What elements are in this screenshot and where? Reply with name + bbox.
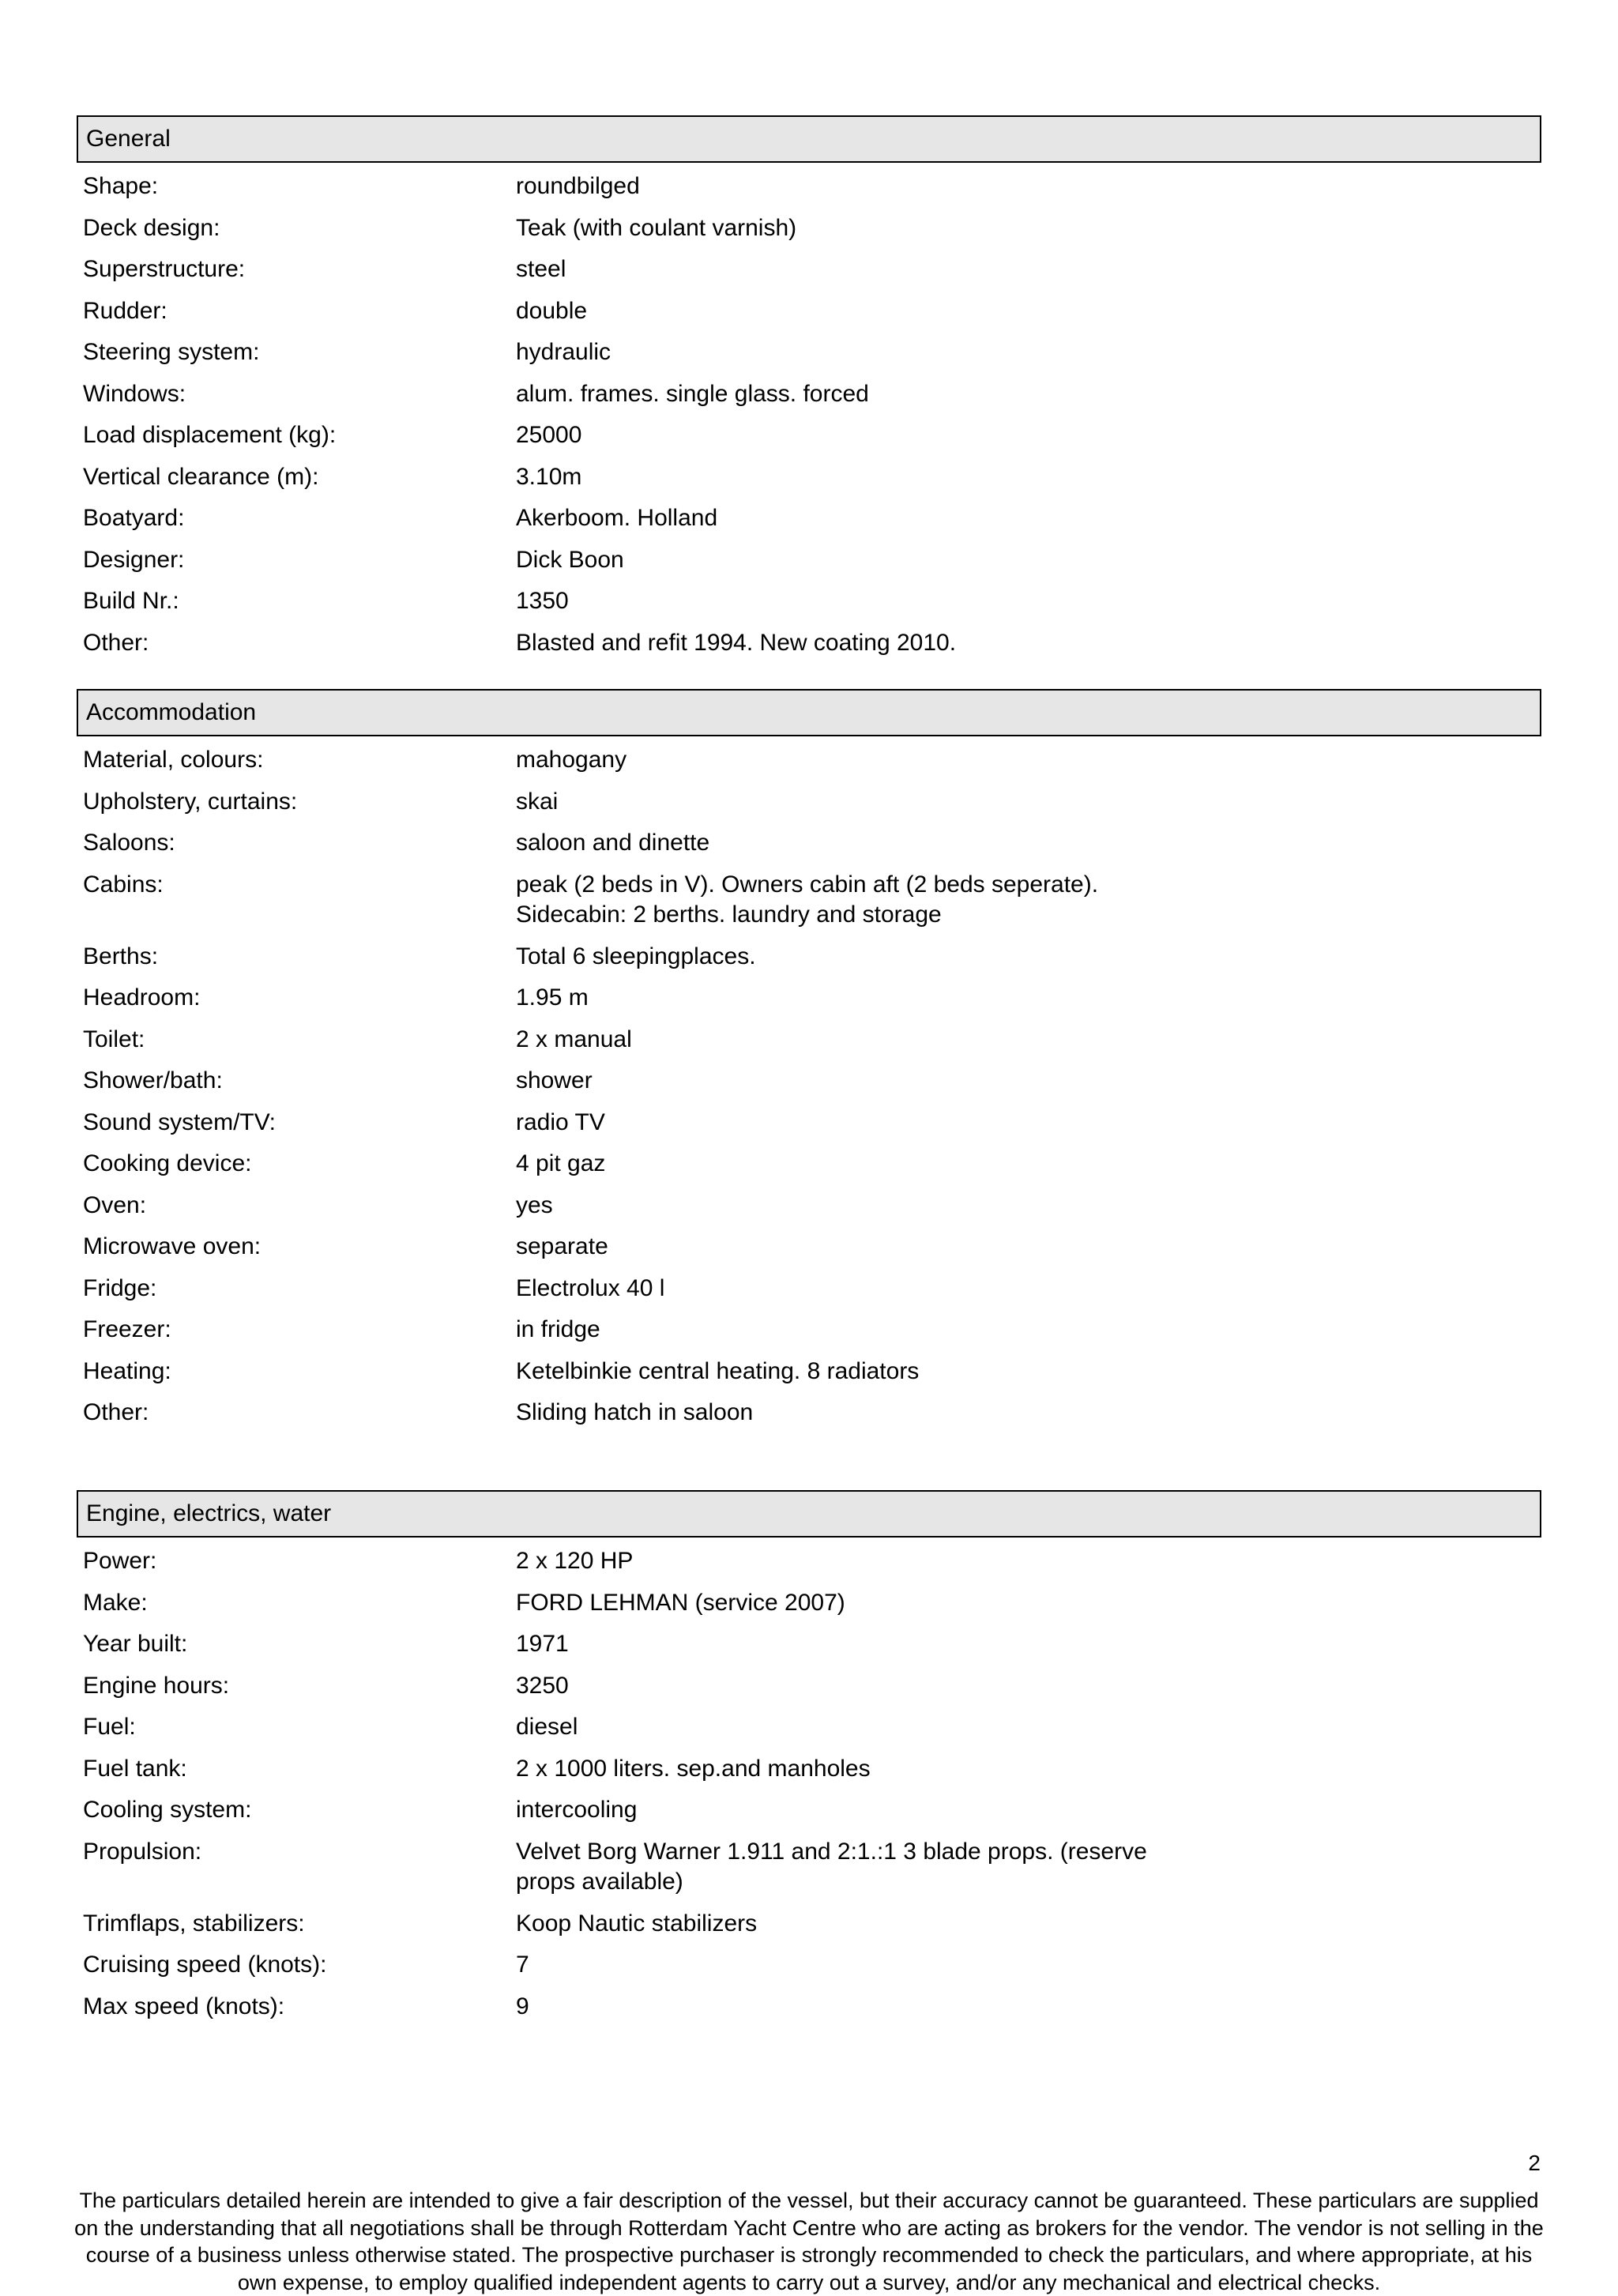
spec-value: 3250	[516, 1672, 569, 1699]
spec-label: Microwave oven:	[83, 1233, 262, 1259]
spec-label: Power:	[83, 1548, 157, 1574]
spec-row	[77, 1583, 1541, 1624]
spec-label: Cruising speed (knots):	[83, 1952, 327, 1978]
spec-value: alum. frames. single glass. forced	[516, 380, 869, 407]
spec-label: Build Nr.:	[83, 588, 179, 614]
spec-label: Cooking device:	[83, 1150, 252, 1176]
spec-value: separate	[516, 1233, 608, 1259]
spec-value: Total 6 sleepingplaces.	[516, 943, 756, 969]
spec-row	[77, 332, 1541, 374]
spec-row	[77, 1944, 1541, 1986]
spec-value: double	[516, 297, 588, 324]
page-number: 2	[1528, 2151, 1541, 2175]
spec-label: Berths:	[83, 943, 159, 969]
spec-row	[77, 1309, 1541, 1351]
spec-row	[77, 249, 1541, 291]
spec-row	[77, 1143, 1541, 1185]
spec-value: 1971	[516, 1631, 569, 1657]
section-engine-electrics-water	[77, 1490, 1541, 2027]
section-accommodation	[77, 689, 1541, 1434]
spec-value: 25000	[516, 422, 582, 448]
spec-label: Heating:	[83, 1357, 171, 1384]
spec-value: 1350	[516, 588, 569, 614]
spec-row	[77, 1185, 1541, 1227]
spec-value: roundbilged	[516, 173, 640, 199]
spec-row	[77, 936, 1541, 978]
spec-label: Fuel:	[83, 1714, 136, 1740]
spec-row	[77, 1019, 1541, 1061]
spec-label: Engine hours:	[83, 1672, 230, 1699]
spec-label: Sound system/TV:	[83, 1108, 276, 1135]
spec-value: Dick Boon	[516, 546, 624, 573]
spec-label: Headroom:	[83, 984, 201, 1011]
spec-row	[77, 1102, 1541, 1144]
spec-label: Shape:	[83, 173, 159, 199]
spec-label: Material, colours:	[83, 747, 264, 773]
spec-value: 4 pit gaz	[516, 1150, 606, 1176]
section-header: Engine, electrics, water	[77, 1490, 1541, 1538]
spec-value: mahogany	[516, 747, 627, 773]
spec-row	[77, 740, 1541, 781]
spec-value: Electrolux 40 l	[516, 1274, 665, 1301]
spec-label: Propulsion:	[83, 1838, 202, 1865]
spec-value: 2 x manual	[516, 1026, 632, 1052]
section-header: General	[77, 115, 1541, 163]
spec-label: Fuel tank:	[83, 1755, 187, 1782]
spec-value: radio TV	[516, 1108, 605, 1135]
spec-value: Sliding hatch in saloon	[516, 1399, 754, 1425]
section-header: Accommodation	[77, 689, 1541, 736]
spec-row	[77, 498, 1541, 540]
spec-value: diesel	[516, 1714, 578, 1740]
spec-label: Trimflaps, stabilizers:	[83, 1910, 305, 1937]
spec-value: Teak (with coulant varnish)	[516, 214, 797, 241]
spec-label: Max speed (knots):	[83, 1993, 285, 2019]
spec-row	[77, 1831, 1541, 1903]
spec-label: Other:	[83, 1399, 149, 1425]
spec-list	[77, 166, 1541, 664]
spec-label: Deck design:	[83, 214, 220, 241]
spec-value: saloon and dinette	[516, 830, 710, 856]
spec-label: Toilet:	[83, 1026, 145, 1052]
spec-label: Boatyard:	[83, 505, 185, 531]
spec-row	[77, 581, 1541, 623]
spec-row	[77, 1060, 1541, 1102]
spec-value: shower	[516, 1067, 593, 1093]
spec-value: intercooling	[516, 1797, 638, 1823]
spec-row	[77, 374, 1541, 416]
spec-row	[77, 1351, 1541, 1393]
spec-row	[77, 864, 1541, 936]
spec-value: Koop Nautic stabilizers	[516, 1910, 758, 1937]
spec-list	[77, 740, 1541, 1434]
spec-value: 3.10m	[516, 463, 582, 490]
spec-label: Load displacement (kg):	[83, 422, 337, 448]
spec-value: Velvet Borg Warner 1.911 and 2:1.:1 3 blade props. (reserve props available)	[516, 1838, 1147, 1895]
spec-value: steel	[516, 256, 566, 282]
spec-value: hydraulic	[516, 339, 611, 365]
spec-value: 9	[516, 1993, 529, 2019]
spec-row	[77, 457, 1541, 499]
spec-row	[77, 415, 1541, 457]
spec-label: Rudder:	[83, 297, 167, 324]
spec-label: Shower/bath:	[83, 1067, 223, 1093]
spec-row	[77, 1268, 1541, 1310]
spec-value: Ketelbinkie central heating. 8 radiators	[516, 1357, 920, 1384]
spec-row	[77, 1226, 1541, 1268]
spec-value: 7	[516, 1952, 529, 1978]
spec-label: Upholstery, curtains:	[83, 788, 298, 815]
spec-label: Year built:	[83, 1631, 188, 1657]
spec-label: Windows:	[83, 380, 186, 407]
spec-row	[77, 623, 1541, 664]
spec-row	[77, 1624, 1541, 1666]
spec-row	[77, 291, 1541, 333]
spec-label: Oven:	[83, 1191, 147, 1218]
spec-row	[77, 1707, 1541, 1748]
spec-value: peak (2 beds in V). Owners cabin aft (2 beds seperate). Sidecabin: 2 berths. laundry and storage	[516, 871, 1099, 928]
spec-row	[77, 1790, 1541, 1831]
section-general	[77, 115, 1541, 664]
spec-label: Make:	[83, 1589, 148, 1616]
spec-label: Steering system:	[83, 339, 260, 365]
spec-value: yes	[516, 1191, 553, 1218]
spec-label: Freezer:	[83, 1316, 171, 1342]
spec-row	[77, 1666, 1541, 1707]
spec-row	[77, 540, 1541, 582]
spec-row	[77, 781, 1541, 823]
spec-row	[77, 977, 1541, 1019]
spec-label: Other:	[83, 629, 149, 656]
spec-list	[77, 1541, 1541, 2027]
spec-value: 2 x 1000 liters. sep.and manholes	[516, 1755, 871, 1782]
spec-value: in fridge	[516, 1316, 600, 1342]
spec-row	[77, 1392, 1541, 1434]
spec-label: Cooling system:	[83, 1797, 252, 1823]
spec-label: Fridge:	[83, 1274, 157, 1301]
spec-row	[77, 1748, 1541, 1790]
spec-label: Cabins:	[83, 871, 164, 898]
spec-row	[77, 208, 1541, 250]
spec-row	[77, 166, 1541, 208]
spec-value: Blasted and refit 1994. New coating 2010.	[516, 629, 957, 656]
spec-row	[77, 822, 1541, 864]
spec-value: Akerboom. Holland	[516, 505, 718, 531]
spec-value: skai	[516, 788, 559, 815]
spec-label: Saloons:	[83, 830, 175, 856]
spec-label: Superstructure:	[83, 256, 246, 282]
spec-label: Designer:	[83, 546, 185, 573]
spec-value: FORD LEHMAN (service 2007)	[516, 1589, 845, 1616]
spec-value: 2 x 120 HP	[516, 1548, 634, 1574]
disclaimer-text: The particulars detailed herein are intended to give a fair description of the vessel, but their accuracy cannot be guaranteed. These particulars are supplied on the understanding that all negotiations shall be through Rotterdam Yacht Centre who are acting as brokers for the vendor. The vendor is not selling in the course of a business unless otherwise stated. The prospective purchaser is strongly recommended to check the particulars, and where appropriate, at his own expense, to employ qualified independent agents to carry out a survey, and/or any mechanical and electrical checks.	[74, 2189, 1544, 2294]
spec-row	[77, 1903, 1541, 1945]
spec-row	[77, 1541, 1541, 1583]
spec-row	[77, 1986, 1541, 2028]
spec-label: Vertical clearance (m):	[83, 463, 319, 490]
spec-value: 1.95 m	[516, 984, 589, 1011]
